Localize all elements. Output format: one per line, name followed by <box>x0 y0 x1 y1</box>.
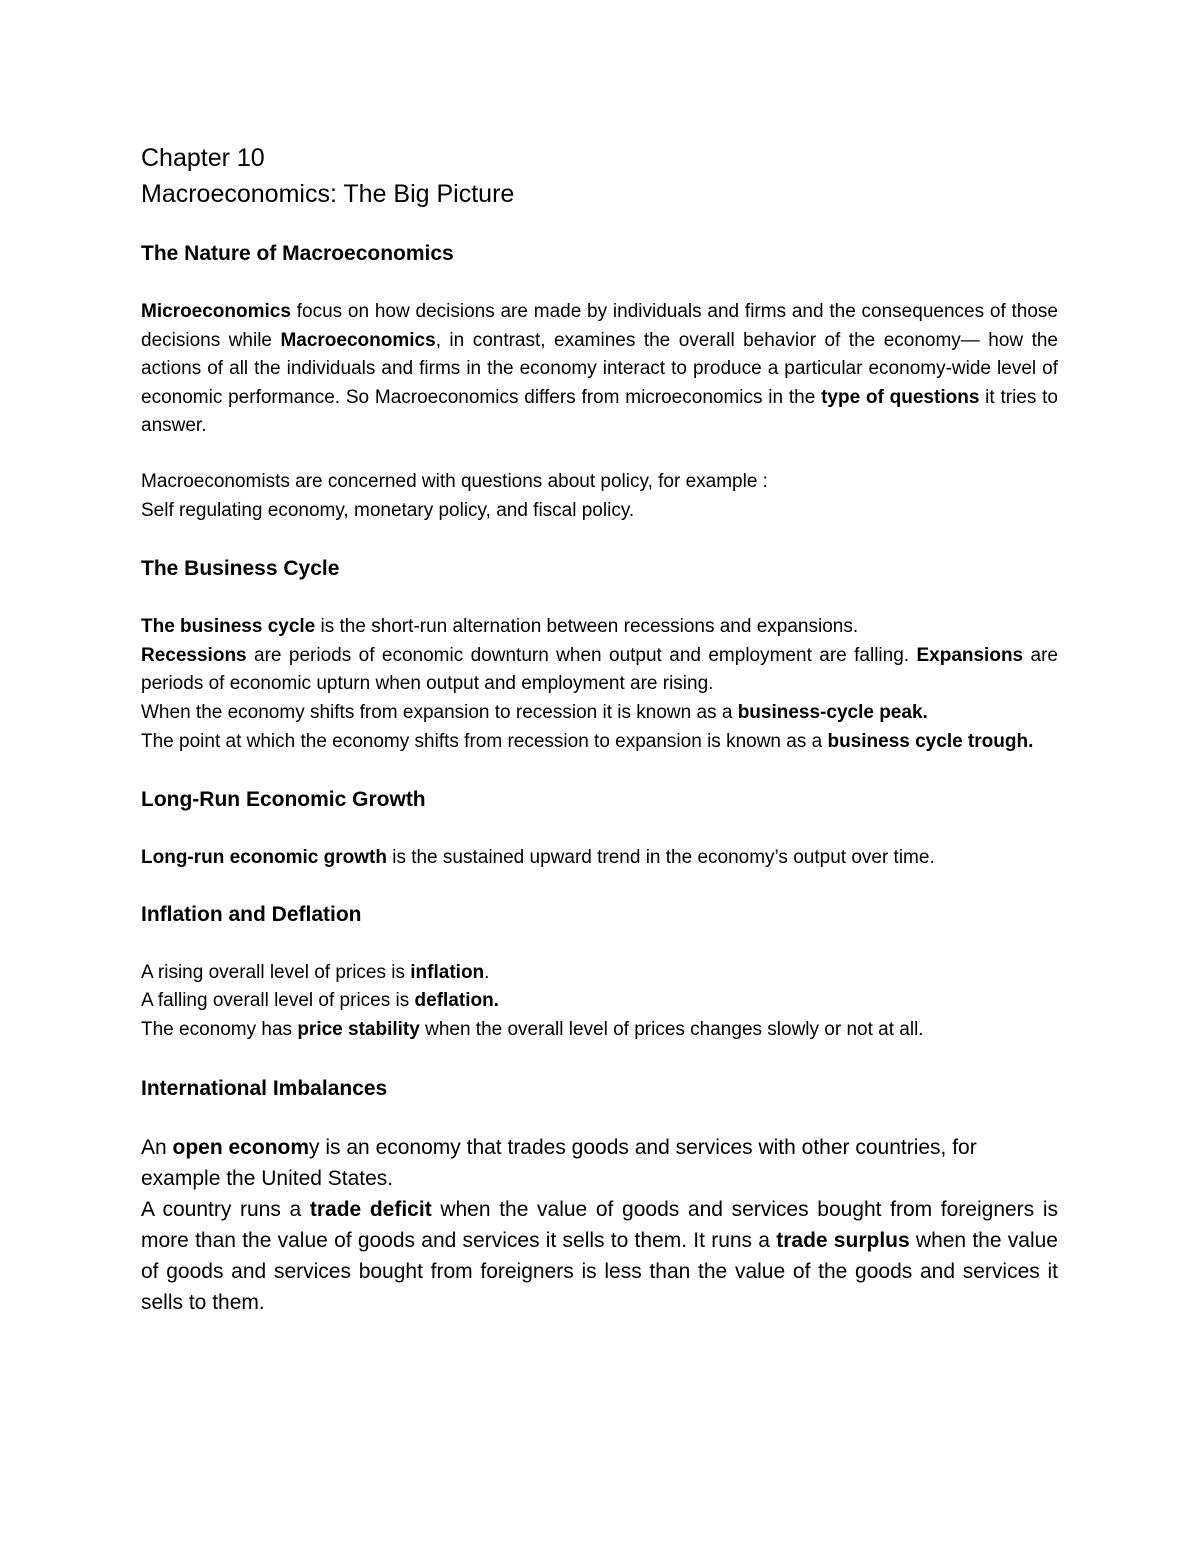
term-business-cycle-peak: business-cycle peak. <box>737 701 928 723</box>
term-microeconomics: Microeconomics <box>141 301 291 322</box>
section-heading-growth: Long-Run Economic Growth <box>141 788 426 812</box>
page-title: Macroeconomics: The Big Picture <box>141 180 515 208</box>
term-expansions: Expansions <box>916 644 1024 666</box>
inflation-paragraph: A rising overall level of prices is inflation. A falling overall level of prices is deflation. The economy has price stability when the overall level of prices changes slowly or not at all. <box>141 961 924 1040</box>
chapter-label: Chapter 10 <box>141 144 265 172</box>
term-deflation: deflation. <box>414 990 499 1012</box>
section-heading-business-cycle: The Business Cycle <box>141 557 340 581</box>
growth-paragraph: Long-run economic growth is the sustained upward trend in the economy’s output over time. <box>141 847 935 869</box>
policy-paragraph: Macroeconomists are concerned with questions about policy, for example : Self regulating economy, monetary policy, and fiscal policy. <box>141 470 768 521</box>
term-macroeconomics: Macroeconomics <box>280 329 436 351</box>
term-inflation: inflation <box>410 961 485 983</box>
section-heading-nature: The Nature of Macroeconomics <box>141 242 454 265</box>
term-trade-surplus: trade surplus <box>776 1228 910 1252</box>
business-cycle-paragraph: The business cycle is the short-run alternation between recessions and expansions. Recessions are periods of economic downturn when output and employment are falling. Expansions are periods of economic upturn when output and employment are rising. When the economy shifts from expansion to recession it is known as a business-cycle peak. The point at which the economy shifts from recession to expansion is known as a business cycle trough. <box>141 616 1058 752</box>
term-long-run-growth: Long-run economic growth <box>141 847 387 869</box>
international-paragraph: An open economy is an economy that trades goods and services with other countries, for example the United States. A country runs a trade deficit when the value of goods and services bought from foreigners is more than the value of goods and services it sells to them. It runs a trade surplus when the value of goods and services bought from foreigners is less than the value of the goods and services it sells to them. <box>141 1135 1058 1314</box>
nature-paragraph: Microeconomics focus on how decisions are made by individuals and firms and the consequences of those decisions while Macroeconomics, in contrast, examines the overall behavior of the economy— how the actions of all the individuals and firms in the economy interact to produce a particular economy-wide level of economic performance. So Macroeconomics differs from microeconomics in the type of questions it tries to answer. <box>141 301 1059 437</box>
term-type-of-questions: type of questions <box>821 386 980 408</box>
term-recessions: Recessions <box>141 644 247 666</box>
document-page <box>141 140 1058 1318</box>
section-heading-inflation: Inflation and Deflation <box>141 902 362 926</box>
term-business-cycle: The business cycle <box>141 616 316 638</box>
section-heading-international: International Imbalances <box>141 1076 388 1100</box>
term-business-cycle-trough: business cycle trough. <box>827 730 1034 752</box>
term-trade-deficit: trade deficit <box>309 1197 432 1221</box>
term-price-stability: price stability <box>297 1018 420 1040</box>
term-open-economy: open econom <box>172 1135 310 1159</box>
